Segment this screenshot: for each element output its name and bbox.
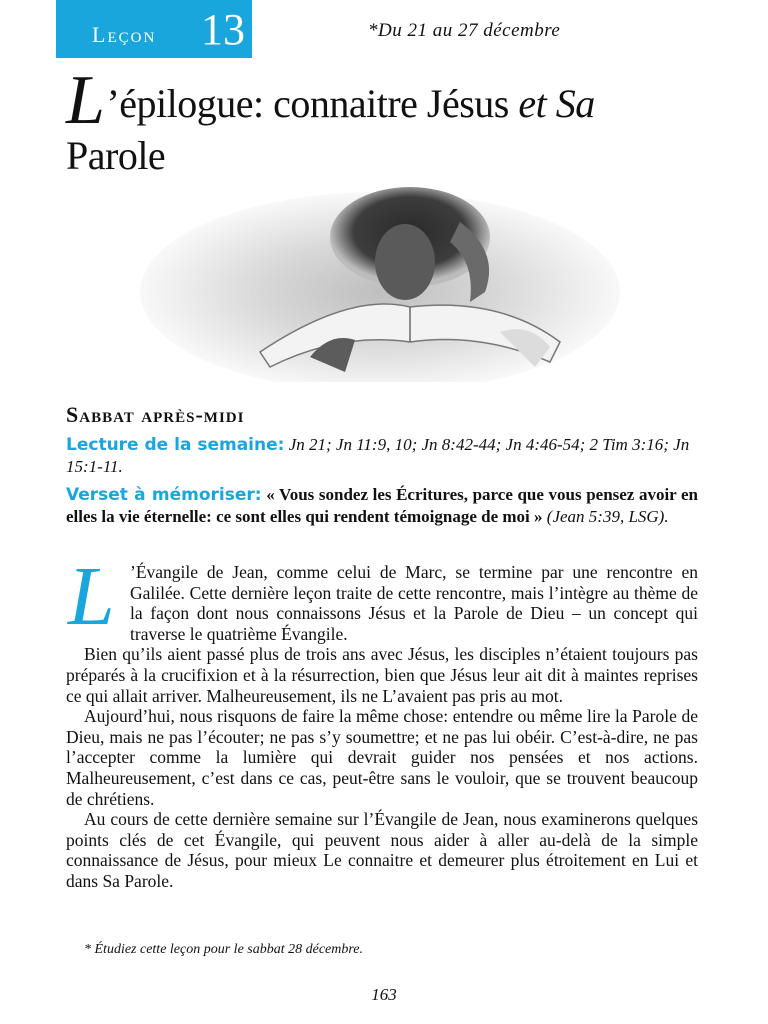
reading-text: Jn 21; Jn 11:9, 10; Jn 8:42-44; Jn 4:46-54; 2 Tim 3:16; Jn 15:1-11.	[66, 435, 690, 476]
title-drop-letter: L	[66, 62, 105, 139]
footnote: * Étudiez cette leçon pour le sabbat 28 décembre.	[84, 942, 364, 957]
paragraph-4: Au cours de cette dernière semaine sur l’Évangile de Jean, nous examinerons quelques points clés de cet Évangile, qui peuvent nous aider à aller au-delà de la simple connaissance de Jésus, pour mieux Le connaitre et demeurer plus étroitement en Lui et dans Sa Parole.	[66, 809, 698, 891]
title-part3: Parole	[66, 133, 166, 178]
decorative-dropcap	[64, 558, 126, 634]
paragraph-1: ’Évangile de Jean, comme celui de Marc, se termine par une rencontre en Galilée. Cette dernière leçon traite de cette rencontre, mais l’intègre au thème de la façon dont nous connaissons Jésus et la Parole de Dieu – un concept qui traverse le quatrième Évangile.	[130, 562, 698, 644]
section-heading: Sabbat après-midi	[66, 402, 245, 427]
page-title	[66, 62, 746, 182]
paragraph-3: Aujourd’hui, nous risquons de faire la même chose: entendre ou même lire la Parole de Dieu, mais ne pas l’écouter; ne pas s’y soumettre; et ne pas lui obéir. C’est-à-dire, ne pas l’accepter comme la lumière qui devrait guider nos pensées et nos actions. Malheureusement, c’est dans ce cas, peut-être sans le vouloir, que se trouvent beaucoup de chrétiens.	[66, 706, 698, 809]
paragraph-2: Bien qu’ils aient passé plus de trois ans avec Jésus, les disciples n’étaient toujours pas préparés à la crucifixion et à la résurrection, bien que Jésus leur ait dit à maintes reprises ce qui allait arriver. Malheureusement, ils ne L’avaient pas pris au mot.	[66, 644, 698, 706]
dropcap-letter: L	[68, 558, 115, 634]
lesson-number: 13	[201, 5, 245, 54]
body-text	[66, 558, 698, 892]
reading-woman-photo	[80, 182, 680, 382]
memory-verse-text: « Vous sondez les Écritures, parce que vous pensez avoir en elles la vie éternelle: ce sont elles qui rendent témoignage de moi »	[66, 485, 699, 526]
title-part1: ’épilogue: connaitre Jésus	[106, 81, 519, 126]
memory-label: Verset à mémoriser:	[66, 485, 262, 505]
page-number: 163	[371, 985, 397, 1004]
memory-verse	[66, 484, 698, 527]
lesson-label: Leçon	[92, 22, 157, 47]
weekly-reading	[66, 434, 698, 477]
lesson-badge	[56, 0, 252, 58]
date-note: *Du 21 au 27 décembre	[368, 20, 561, 41]
title-part2: et Sa	[518, 81, 595, 126]
memory-verse-reference: (Jean 5:39, LSG).	[546, 507, 669, 526]
reading-label: Lecture de la semaine:	[66, 435, 285, 455]
